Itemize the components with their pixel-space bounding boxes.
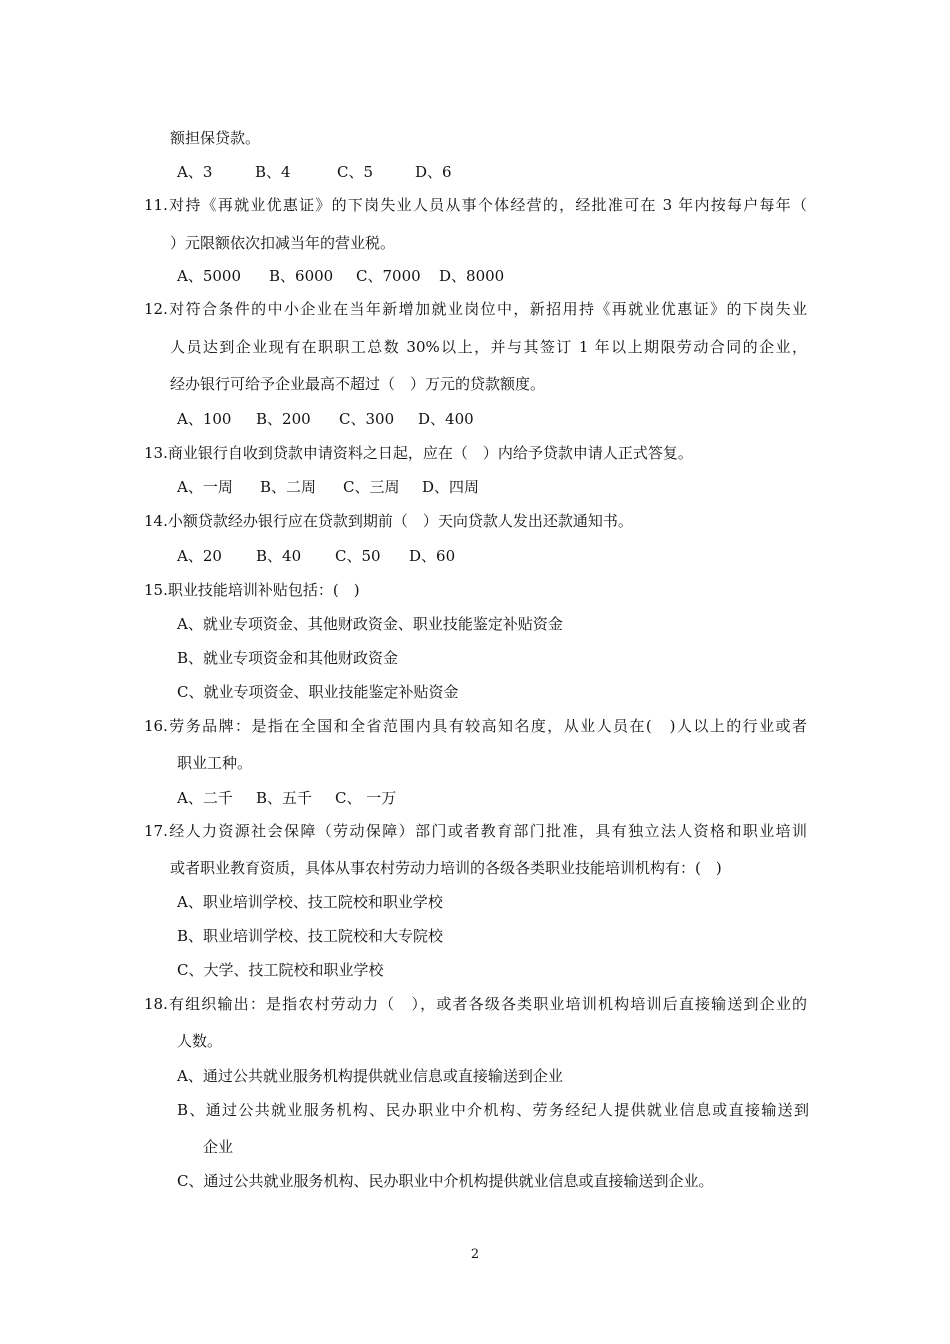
question-12-text: 12.对符合条件的中小企业在当年新增加就业岗位中，新招用持《再就业优惠证》的下岗失业 bbox=[144, 300, 807, 318]
question-13-text: 13.商业银行自收到贷款申请资料之日起，应在（ ）内给予贷款申请人正式答复。 bbox=[144, 444, 693, 462]
question-18-continuation: 人数。 bbox=[177, 1032, 223, 1050]
question-16-continuation: 职业工种。 bbox=[177, 754, 253, 772]
option-c: C、300 bbox=[339, 410, 395, 428]
question-17-continuation: 或者职业教育资质，具体从事农村劳动力培训的各级各类职业技能培训机构有：( ) bbox=[170, 859, 722, 877]
question-10-options bbox=[177, 162, 452, 182]
option-a: A、20 bbox=[177, 547, 222, 565]
question-17-option-a: A、职业培训学校、技工院校和职业学校 bbox=[177, 893, 443, 911]
option-a: A、二千 bbox=[177, 789, 233, 807]
question-11-text: 11.对持《再就业优惠证》的下岗失业人员从事个体经营的，经批准可在 3 年内按每户每年（ bbox=[144, 196, 807, 214]
option-d: D、400 bbox=[418, 410, 474, 428]
question-11-continuation: ）元限额依次扣减当年的营业税。 bbox=[170, 234, 396, 252]
question-17-option-b: B、职业培训学校、技工院校和大专院校 bbox=[177, 927, 444, 945]
option-c: C、 一万 bbox=[335, 789, 397, 807]
question-18-option-b-continuation: 企业 bbox=[203, 1138, 234, 1156]
option-d: D、8000 bbox=[439, 267, 505, 285]
option-a: A、100 bbox=[177, 410, 232, 428]
question-15-option-b: B、就业专项资金和其他财政资金 bbox=[177, 649, 399, 667]
option-b: B、五千 bbox=[256, 789, 313, 807]
option-c: C、三周 bbox=[343, 478, 400, 496]
option-b: B、4 bbox=[255, 163, 291, 181]
question-14-options bbox=[177, 546, 455, 566]
option-a: A、5000 bbox=[177, 267, 242, 285]
question-18-option-c: C、通过公共就业服务机构、民办职业中介机构提供就业信息或直接输送到企业。 bbox=[177, 1172, 714, 1190]
option-d: D、60 bbox=[409, 547, 456, 565]
question-16-options bbox=[177, 788, 396, 808]
option-b: B、6000 bbox=[269, 267, 334, 285]
option-c: C、7000 bbox=[356, 267, 421, 285]
question-13-options bbox=[177, 477, 479, 497]
question-10-continuation: 额担保贷款。 bbox=[170, 129, 261, 147]
question-12-continuation-2: 经办银行可给予企业最高不超过（ ）万元的贷款额度。 bbox=[170, 375, 546, 393]
question-17-text: 17.经人力资源社会保障（劳动保障）部门或者教育部门批准，具有独立法人资格和职业培训 bbox=[144, 822, 807, 840]
option-b: B、二周 bbox=[260, 478, 317, 496]
option-c: C、5 bbox=[337, 163, 374, 181]
option-b: B、200 bbox=[256, 410, 311, 428]
option-c: C、50 bbox=[335, 547, 381, 565]
question-16-text: 16.劳务品牌：是指在全国和全省范围内具有较高知名度，从业人员在( )人以上的行业或者 bbox=[144, 717, 807, 735]
question-18-option-b: B、通过公共就业服务机构、民办职业中介机构、劳务经纪人提供就业信息或直接输送到 bbox=[177, 1101, 809, 1119]
option-a: A、3 bbox=[177, 163, 213, 181]
question-18-text: 18.有组织输出：是指农村劳动力（ ），或者各级各类职业培训机构培训后直接输送到企业的 bbox=[144, 995, 807, 1013]
question-15-text: 15.职业技能培训补贴包括：( ) bbox=[144, 581, 360, 599]
option-b: B、40 bbox=[256, 547, 302, 565]
question-12-options bbox=[177, 409, 474, 429]
option-d: D、6 bbox=[415, 163, 452, 181]
page-number: 2 bbox=[470, 1247, 480, 1262]
question-15-option-a: A、就业专项资金、其他财政资金、职业技能鉴定补贴资金 bbox=[177, 615, 563, 633]
option-d: D、四周 bbox=[422, 478, 480, 496]
question-12-continuation-1: 人员达到企业现有在职职工总数 30%以上，并与其签订 1 年以上期限劳动合同的企业， bbox=[170, 338, 807, 356]
question-17-option-c: C、大学、技工院校和职业学校 bbox=[177, 961, 384, 979]
question-14-text: 14.小额贷款经办银行应在贷款到期前（ ）天向贷款人发出还款通知书。 bbox=[144, 512, 633, 530]
option-a: A、一周 bbox=[177, 478, 233, 496]
question-11-options bbox=[177, 266, 504, 286]
question-15-option-c: C、就业专项资金、职业技能鉴定补贴资金 bbox=[177, 683, 459, 701]
question-18-option-a: A、通过公共就业服务机构提供就业信息或直接输送到企业 bbox=[177, 1067, 563, 1085]
